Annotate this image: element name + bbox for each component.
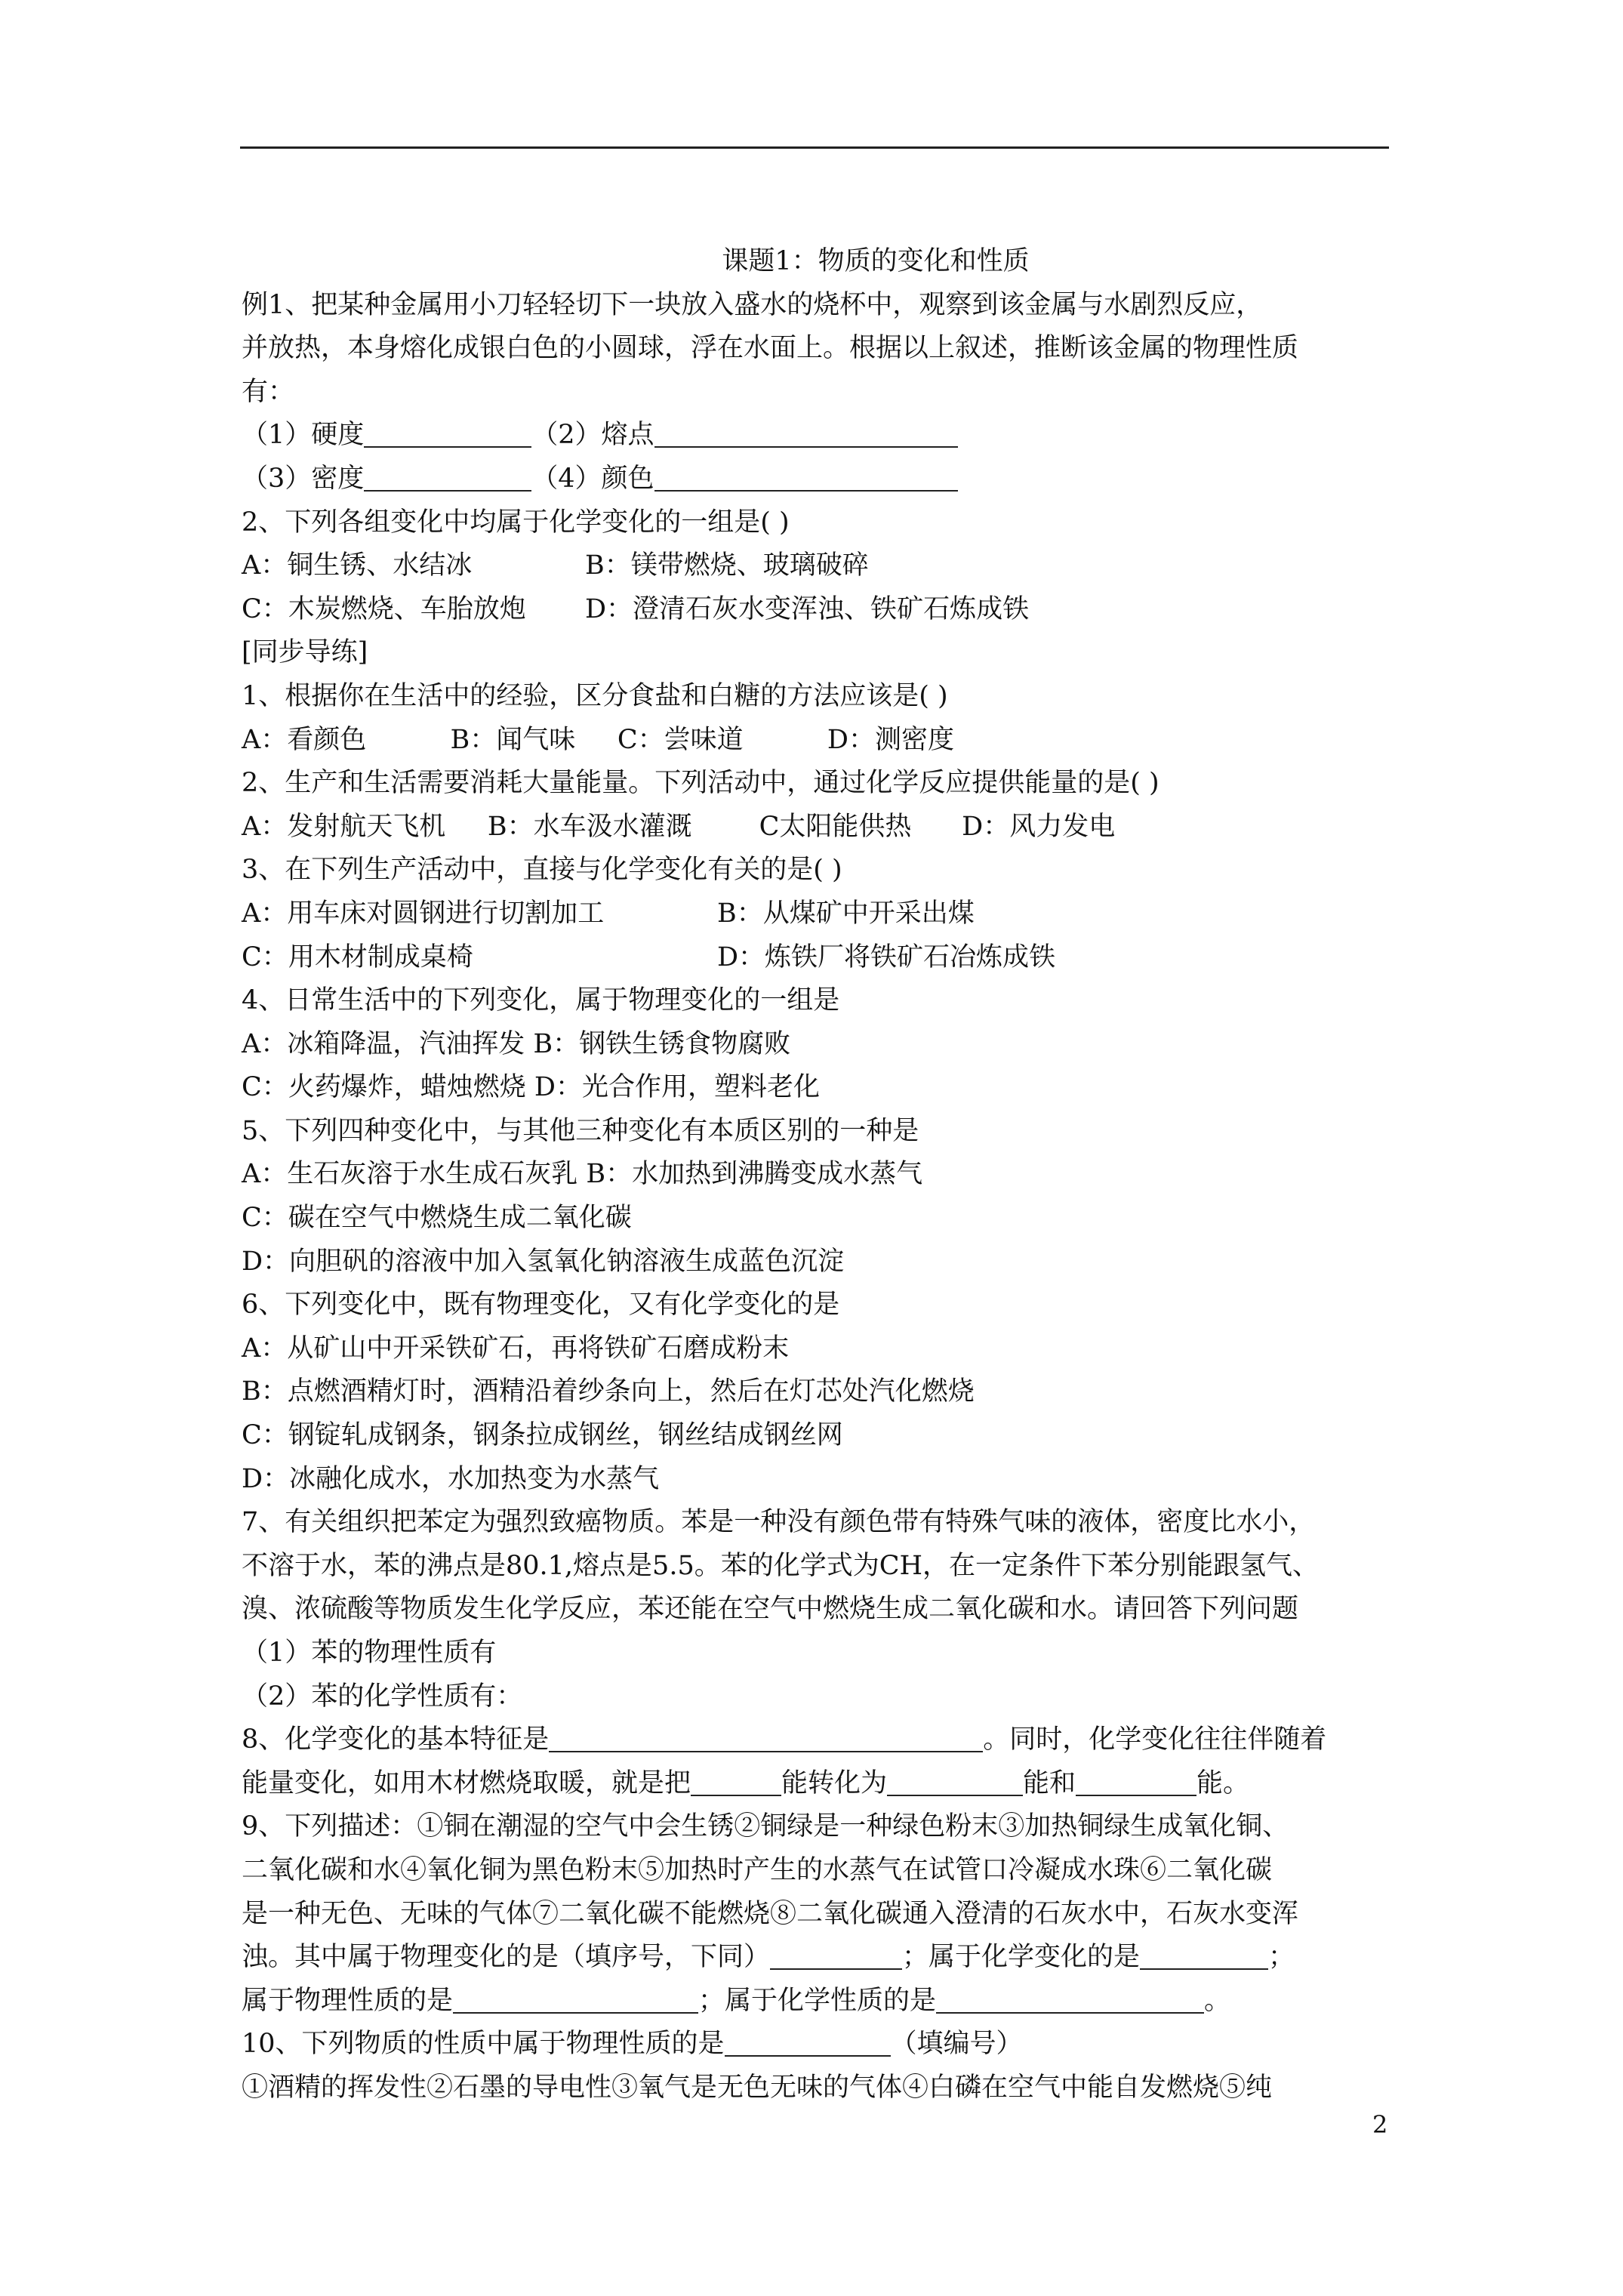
p5-option-c: C：碳在空气中燃烧生成二氧化碳 (242, 1203, 632, 1234)
p1-question: 1、根据你在生活中的经验，区分食盐和白糖的方法应该是( ) (242, 680, 948, 711)
p9-text-5a: 属于物理性质的是 (242, 1985, 454, 2016)
p9-line-5 (242, 1980, 1397, 2023)
p9-text-5c: 。 (1204, 1985, 1231, 2016)
p7-sub-1: （1）苯的物理性质有 (242, 1638, 497, 1668)
p8-line-2 (242, 1762, 1397, 1806)
p7-line-1: 7、有关组织把苯定为强烈致癌物质。苯是一种没有颜色带有特殊气味的液体，密度比水小， (242, 1507, 1316, 1538)
p8-text-2d: 能。 (1196, 1767, 1250, 1798)
p3-question: 3、在下列生产活动中，直接与化学变化有关的是( ) (242, 855, 842, 886)
p6-option-d: D：冰融化成水，水加热变为水蒸气 (242, 1463, 660, 1494)
p8-feature-blank[interactable] (549, 1724, 983, 1752)
ex1-melting-label: （2）熔点 (531, 420, 654, 451)
color-blank[interactable] (654, 463, 958, 492)
p2-options: A：发射航天飞机 B：水车汲水灌溉 C太阳能供热 D：风力发电 (242, 811, 1116, 842)
p6-option-c: C：钢锭轧成钢条，钢条拉成钢丝，钢丝结成钢丝网 (242, 1420, 843, 1451)
ex1-hardness-label: （1）硬度 (242, 420, 365, 451)
melting-point-blank[interactable] (654, 419, 958, 448)
p9-text-5b: ；属于化学性质的是 (698, 1985, 937, 2016)
header-rule (240, 146, 1389, 149)
document-body (242, 240, 1397, 2110)
practice-header: [同步导练] (242, 637, 368, 668)
p10-text-a: 10、下列物质的性质中属于物理性质的是 (242, 2029, 725, 2060)
p6-option-a: A：从矿山中开采铁矿石，再将铁矿石磨成粉末 (242, 1333, 790, 1364)
p8-energy-to-blank-1[interactable] (887, 1767, 1023, 1796)
p9-text-4a: 浊。其中属于物理变化的是（填序号，下同） (242, 1942, 771, 1973)
p9-text-4c: ； (1268, 1942, 1295, 1973)
p7-line-2: 不溶于水，苯的沸点是80.1,熔点是5.5。苯的化学式为CH，在一定条件下苯分别能跟氢气、 (242, 1550, 1320, 1581)
page-title: 课题1：物质的变化和性质 (722, 246, 1030, 276)
ex1-line-1: 例1、把某种金属用小刀轻轻切下一块放入盛水的烧杯中，观察到该金属与水剧烈反应， (242, 289, 1263, 320)
p10-answer-blank[interactable] (725, 2028, 891, 2057)
ex2-option-a: A：铜生锈、水结冰 (242, 550, 473, 581)
p4-options-ab: A：冰箱降温，汽油挥发 B：钢铁生锈食物腐败 (242, 1028, 791, 1059)
p1-options: A：看颜色 B：闻气味 C：尝味道 D：测密度 (242, 724, 954, 755)
ex2-option-b: B：镁带燃烧、玻璃破碎 (585, 550, 869, 581)
p8-text-2c: 能和 (1023, 1767, 1076, 1798)
p8-text-1b: 。同时，化学变化往往伴随着 (983, 1724, 1327, 1755)
p9-chemical-change-blank[interactable] (1140, 1941, 1268, 1970)
ex1-answer-row-2 (242, 458, 1397, 501)
p8-text-2b: 能转化为 (781, 1767, 888, 1798)
p8-energy-to-blank-2[interactable] (1076, 1767, 1196, 1796)
p9-line-4 (242, 1936, 1397, 1980)
p10-question (242, 2023, 1397, 2066)
p10-text-b: （填编号） (890, 2029, 1023, 2060)
ex2-option-c: C：木炭燃烧、车胎放炮 (242, 593, 526, 624)
p3-option-b: B：从煤矿中开采出煤 (717, 898, 975, 929)
p8-text-1a: 8、化学变化的基本特征是 (242, 1724, 550, 1755)
ex2-option-d: D：澄清石灰水变浑浊、铁矿石炼成铁 (585, 593, 1030, 624)
p9-line-3: 是一种无色、无味的气体⑦二氧化碳不能燃烧⑧二氧化碳通入澄清的石灰水中，石灰水变浑 (242, 1898, 1299, 1929)
p3-options-cd (242, 936, 1397, 980)
ex1-line-3: 有： (242, 376, 295, 407)
p5-option-d: D：向胆矾的溶液中加入氢氧化钠溶液生成蓝色沉淀 (242, 1246, 845, 1277)
p5-options-ab: A：生石灰溶于水生成石灰乳 B：水加热到沸腾变成水蒸气 (242, 1159, 923, 1190)
ex1-color-label: （4）颜色 (531, 463, 654, 494)
ex1-density-label: （3）密度 (242, 463, 365, 494)
p7-line-3: 溴、浓硫酸等物质发生化学反应，苯还能在空气中燃烧生成二氧化碳和水。请回答下列问题 (242, 1594, 1299, 1625)
ex2-options-ab (242, 544, 1397, 588)
p9-physical-property-blank[interactable] (453, 1985, 698, 2014)
p3-option-c: C：用木材制成桌椅 (242, 942, 473, 972)
p4-question: 4、日常生活中的下列变化，属于物理变化的一组是 (242, 985, 840, 1016)
ex1-answer-row-1 (242, 414, 1397, 458)
p10-line-2: ①酒精的挥发性②石墨的导电性③氧气是无色无味的气体④白磷在空气中能自发燃烧⑤纯 (242, 2072, 1273, 2103)
p3-option-a: A：用车床对圆钢进行切割加工 (242, 898, 605, 929)
p8-line-1 (242, 1718, 1397, 1762)
p8-energy-from-blank[interactable] (691, 1767, 781, 1796)
p9-physical-change-blank[interactable] (770, 1941, 902, 1970)
p7-sub-2: （2）苯的化学性质有： (242, 1681, 523, 1712)
p3-options-ab (242, 892, 1397, 936)
p9-chemical-property-blank[interactable] (936, 1985, 1204, 2014)
p9-line-2: 二氧化碳和水④氧化铜为黑色粉末⑤加热时产生的水蒸气在试管口冷凝成水珠⑥二氧化碳 (242, 1854, 1273, 1885)
p6-question: 6、下列变化中，既有物理变化，又有化学变化的是 (242, 1290, 840, 1321)
p3-option-d: D：炼铁厂将铁矿石冶炼成铁 (717, 942, 1056, 972)
ex1-line-2: 并放热，本身熔化成银白色的小圆球，浮在水面上。根据以上叙述，推断该金属的物理性质 (242, 333, 1299, 364)
page-number: 2 (1372, 2110, 1388, 2139)
p9-text-4b: ；属于化学变化的是 (902, 1942, 1141, 1973)
p6-option-b: B：点燃酒精灯时，酒精沿着纱条向上，然后在灯芯处汽化燃烧 (242, 1376, 975, 1407)
hardness-blank[interactable] (364, 419, 531, 448)
p8-text-2a: 能量变化，如用木材燃烧取暖，就是把 (242, 1767, 691, 1798)
p4-options-cd: C：火药爆炸，蜡烛燃烧 D：光合作用，塑料老化 (242, 1072, 820, 1103)
p9-line-1: 9、下列描述：①铜在潮湿的空气中会生锈②铜绿是一种绿色粉末③加热铜绿生成氧化铜、 (242, 1811, 1289, 1842)
ex2-question: 2、下列各组变化中均属于化学变化的一组是( ) (242, 507, 790, 538)
ex2-options-cd (242, 588, 1397, 632)
density-blank[interactable] (364, 463, 531, 492)
p5-question: 5、下列四种变化中，与其他三种变化有本质区别的一种是 (242, 1115, 919, 1146)
p2-question: 2、生产和生活需要消耗大量能量。下列活动中，通过化学反应提供能量的是( ) (242, 768, 1160, 799)
